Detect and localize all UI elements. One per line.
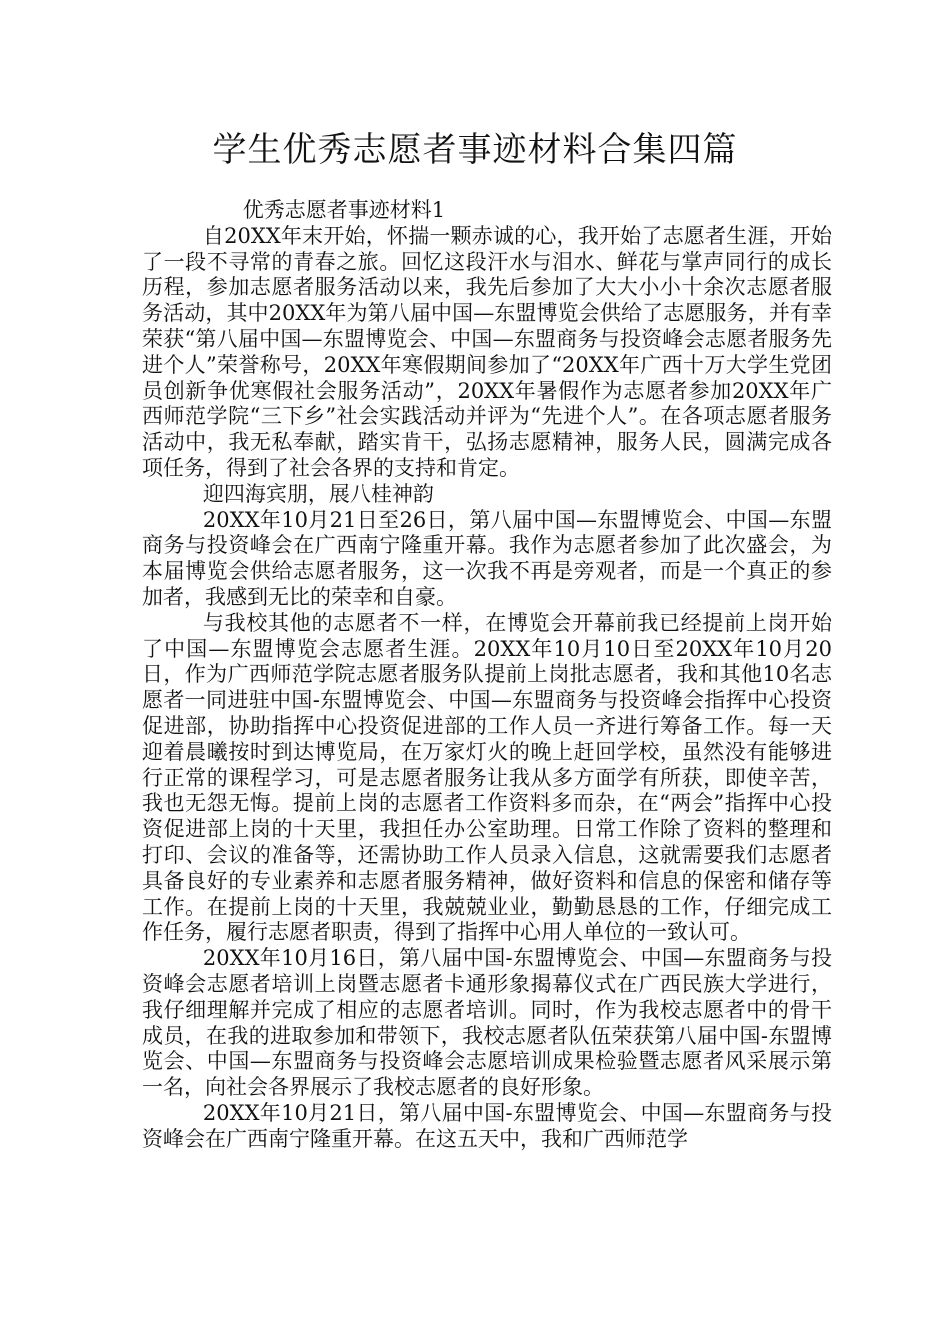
document-body xyxy=(142,198,832,1152)
document-title: 学生优秀志愿者事迹材料合集四篇 xyxy=(212,130,738,170)
subheading: 迎四海宾朋，展八桂神韵 xyxy=(202,481,434,506)
paragraph: 与我校其他的志愿者不一样，在博览会开幕前我已经提前上岗开始了中国—东盟博览会志愿者生涯。20XX年10月10日至20XX年10月20日，作为广西师范学院志愿者服务队提前上岗批志愿者，我和其他10名志愿者一同进驻中国-东盟博览会、中国—东盟商务与投资峰会指挥中心投资促进部，协助指挥中心投资促进部的工作人员一齐进行筹备工作。每一天迎着晨曦按时到达博览局，在万家灯火的晚上赶回学校，虽然没有能够进行正常的课程学习，可是志愿者服务让我从多方面学有所获，即使辛苦，我也无怨无悔。提前上岗的志愿者工作资料多而杂，在“两会”指挥中心投资促进部上岗的十天里，我担任办公室助理。日常工作除了资料的整理和打印、会议的准备等，还需协助工作人员录入信息，这就需要我们志愿者具备良好的专业素养和志愿者服务精神，做好资料和信息的保密和储存等工作。在提前上岗的十天里，我兢兢业业，勤勤恳恳的工作，仔细完成工作任务，履行志愿者职责，得到了指挥中心用人单位的一致认可。 xyxy=(142,610,832,945)
section-heading: 优秀志愿者事迹材料1 xyxy=(242,198,446,222)
paragraph: 20XX年10月21日，第八届中国-东盟博览会、中国—东盟商务与投资峰会在广西南宁隆重开幕。在这五天中，我和广西师范学 xyxy=(142,1100,832,1151)
paragraph: 自20XX年末开始，怀揣一颗赤诚的心，我开始了志愿者生涯，开始了一段不寻常的青春之旅。回忆这段汗水与泪水、鲜花与掌声同行的成长历程，参加志愿者服务活动以来，我先后参加了大大小小十余次志愿者服务活动，其中20XX年为第八届中国—东盟博览会供给了志愿服务，并有幸荣获“第八届中国—东盟博览会、中国—东盟商务与投资峰会志愿者服务先进个人”荣誉称号，20XX年寒假期间参加了“20XX年广西十万大学生党团员创新争优寒假社会服务活动”，20XX年暑假作为志愿者参加20XX年广西师范学院“三下乡”社会实践活动并评为“先进个人”。在各项志愿者服务活动中，我无私奉献，踏实肯干，弘扬志愿精神，服务人民，圆满完成各项任务，得到了社会各界的支持和肯定。 xyxy=(142,223,832,480)
paragraph: 20XX年10月16日，第八届中国-东盟博览会、中国—东盟商务与投资峰会志愿者培训上岗暨志愿者卡通形象揭幕仪式在广西民族大学进行，我仔细理解并完成了相应的志愿者培训。同时，作为我校志愿者中的骨干成员，在我的进取参加和带领下，我校志愿者队伍荣获第八届中国-东盟博览会、中国—东盟商务与投资峰会志愿培训成果检验暨志愿者风采展示第一名，向社会各界展示了我校志愿者的良好形象。 xyxy=(142,946,832,1100)
paragraph: 20XX年10月21日至26日，第八届中国—东盟博览会、中国—东盟商务与投资峰会在广西南宁隆重开幕。我作为志愿者参加了此次盛会，为本届博览会供给志愿者服务，这一次我不再是旁观者，而是一个真正的参加者，我感到无比的荣幸和自豪。 xyxy=(142,507,832,609)
